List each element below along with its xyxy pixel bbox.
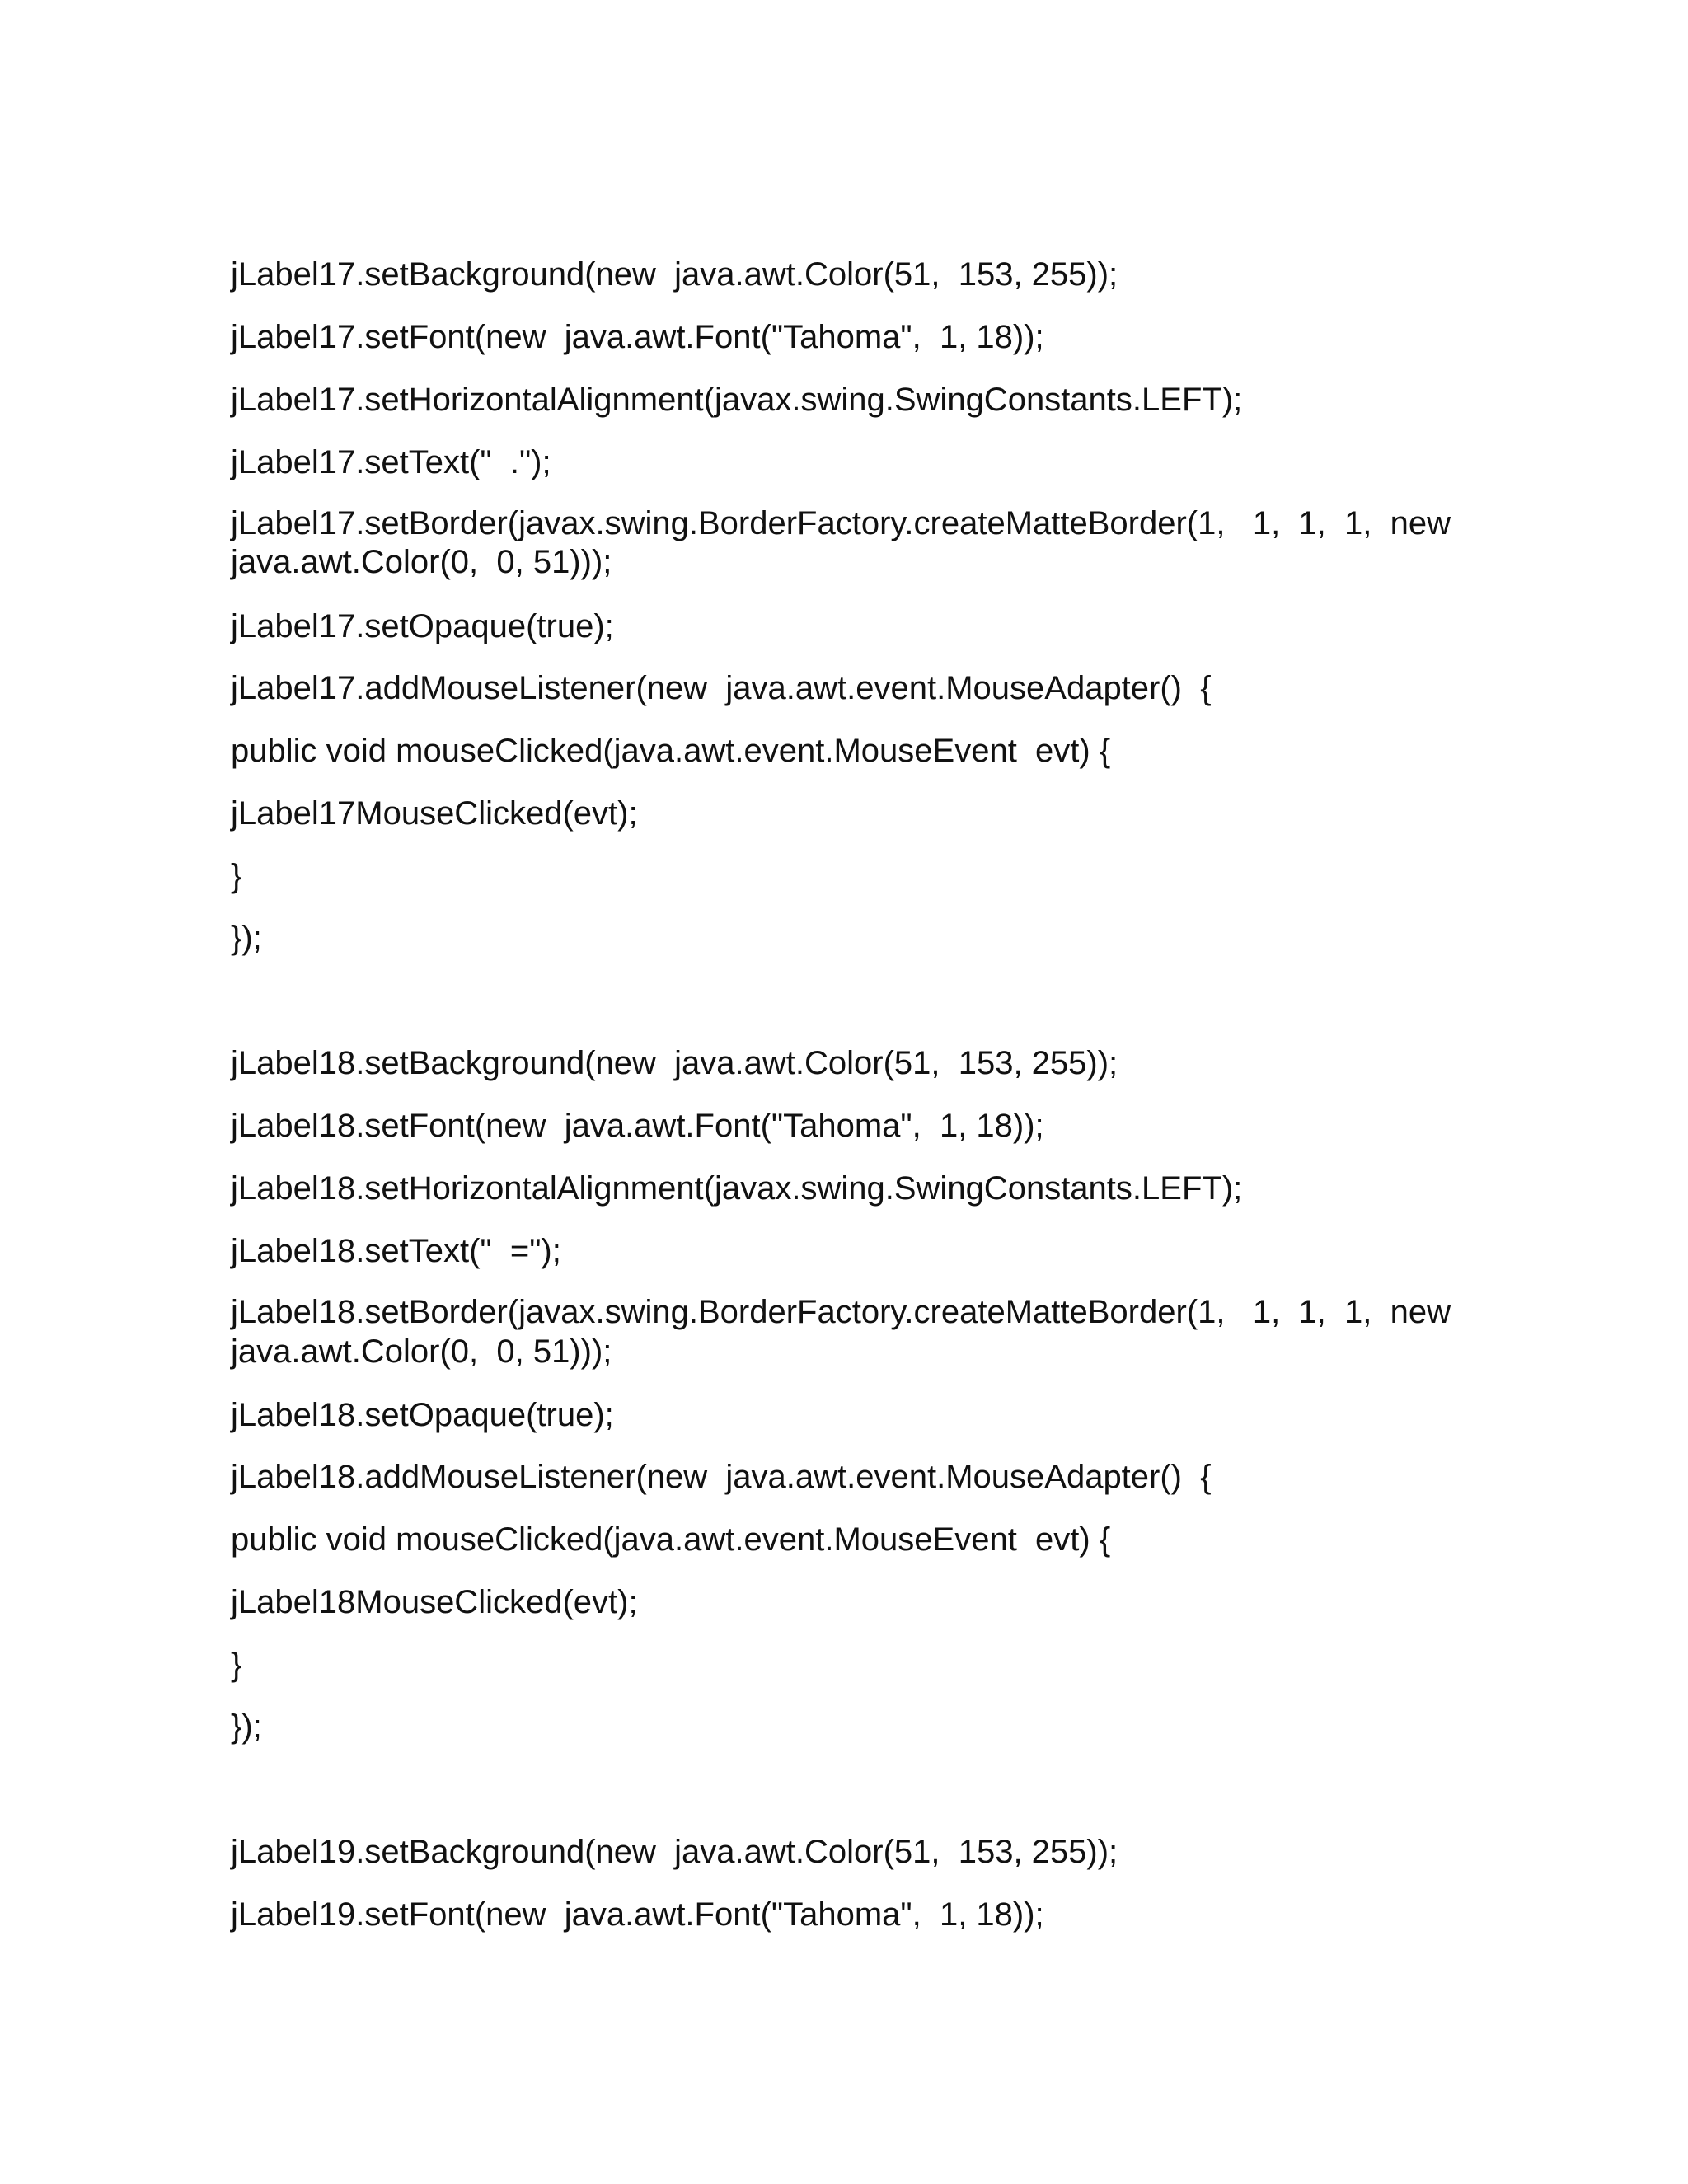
code-line: jLabel17.setHorizontalAlignment(javax.swing.SwingConstants.LEFT);	[231, 382, 1243, 418]
code-line: jLabel18.setFont(new java.awt.Font("Tahoma", 1, 18));	[231, 1108, 1044, 1144]
code-line: jLabel18.setHorizontalAlignment(javax.swing.SwingConstants.LEFT);	[231, 1170, 1243, 1207]
code-line: jLabel17.setBackground(new java.awt.Color(51, 153, 255));	[231, 256, 1118, 293]
code-line: jLabel18.setBorder(javax.swing.BorderFactory.createMatteBorder(1, 1, 1, 1, new	[231, 1294, 1451, 1330]
code-line: jLabel18MouseClicked(evt);	[231, 1584, 638, 1620]
code-line: }	[231, 1647, 242, 1683]
code-line: jLabel17.addMouseListener(new java.awt.event.MouseAdapter() {	[231, 670, 1212, 706]
code-line: public void mouseClicked(java.awt.event.MouseEvent evt) {	[231, 1521, 1111, 1558]
code-line: jLabel18.addMouseListener(new java.awt.event.MouseAdapter() {	[231, 1459, 1212, 1495]
code-line: jLabel18.setBackground(new java.awt.Color(51, 153, 255));	[231, 1045, 1118, 1081]
code-line: jLabel17.setOpaque(true);	[231, 608, 614, 644]
code-line: public void mouseClicked(java.awt.event.MouseEvent evt) {	[231, 733, 1111, 769]
code-line: });	[231, 1708, 262, 1745]
code-line: jLabel17.setFont(new java.awt.Font("Tahoma", 1, 18));	[231, 319, 1044, 355]
code-line: jLabel19.setFont(new java.awt.Font("Tahoma", 1, 18));	[231, 1896, 1044, 1933]
code-line: });	[231, 920, 262, 956]
code-line: }	[231, 858, 242, 894]
code-line: java.awt.Color(0, 0, 51)));	[231, 544, 612, 580]
code-line: jLabel18.setOpaque(true);	[231, 1397, 614, 1433]
code-line: jLabel17MouseClicked(evt);	[231, 795, 638, 832]
code-line: jLabel17.setText(" .");	[231, 444, 551, 480]
code-line: jLabel18.setText(" =");	[231, 1233, 561, 1269]
code-line: java.awt.Color(0, 0, 51)));	[231, 1333, 612, 1370]
code-line: jLabel19.setBackground(new java.awt.Color(51, 153, 255));	[231, 1834, 1118, 1870]
code-line: jLabel17.setBorder(javax.swing.BorderFactory.createMatteBorder(1, 1, 1, 1, new	[231, 505, 1451, 541]
